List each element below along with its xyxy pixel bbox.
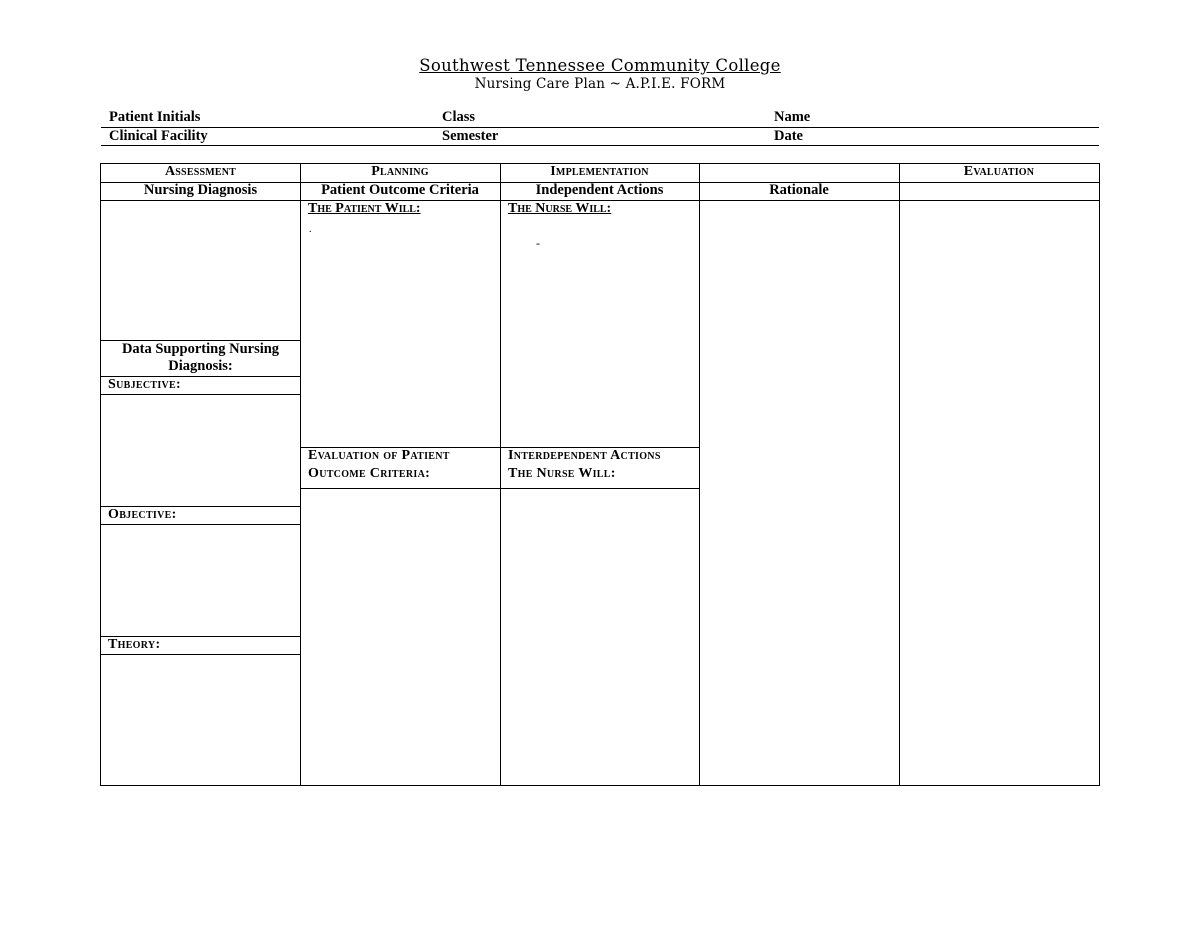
header-assessment: Assessment: [164, 164, 237, 179]
class-label: Class: [442, 109, 476, 125]
theory-label: Theory:: [108, 637, 161, 652]
eval-outcome-line1: Evaluation of Patient: [308, 448, 450, 463]
column-divider: [300, 164, 301, 785]
row-divider: [101, 654, 300, 655]
name-label: Name: [774, 109, 811, 125]
nurse-will-label: The Nurse Will:: [508, 201, 612, 216]
planning-mark: .: [309, 224, 312, 235]
column-divider: [699, 164, 700, 785]
data-supporting-line1: Data Supporting Nursing: [121, 341, 280, 357]
clinical-facility-label: Clinical Facility: [109, 128, 208, 144]
info-divider-1: [101, 127, 1099, 128]
subjective-label: Subjective:: [108, 377, 181, 392]
interdependent-line2: The Nurse Will:: [508, 466, 616, 481]
objective-label: Objective:: [108, 507, 177, 522]
row-divider: [101, 394, 300, 395]
care-plan-table: [100, 163, 1100, 786]
subheader-nursing-diagnosis: Nursing Diagnosis: [143, 182, 258, 198]
patient-will-label: The Patient Will:: [308, 201, 421, 216]
header-planning: Planning: [371, 164, 429, 179]
header-implementation: Implementation: [550, 164, 649, 179]
form-title: Nursing Care Plan ~ A.P.I.E. FORM: [474, 76, 726, 92]
college-title: Southwest Tennessee Community College: [419, 56, 781, 75]
subheader-patient-outcome-criteria: Patient Outcome Criteria: [321, 182, 479, 198]
row-divider: [300, 488, 699, 489]
info-divider-2: [101, 145, 1099, 146]
column-divider: [500, 164, 501, 785]
column-divider: [899, 164, 900, 785]
patient-initials-label: Patient Initials: [109, 109, 201, 125]
subheader-independent-actions: Independent Actions: [535, 182, 664, 198]
data-supporting-line2: Diagnosis:: [168, 358, 233, 374]
implementation-mark: -: [536, 236, 540, 250]
eval-outcome-line2: Outcome Criteria:: [308, 466, 431, 481]
semester-label: Semester: [442, 128, 499, 144]
interdependent-line1: Interdependent Actions: [508, 448, 661, 463]
header-evaluation: Evaluation: [963, 164, 1035, 179]
row-divider: [101, 524, 300, 525]
subheader-rationale: Rationale: [769, 182, 829, 198]
date-label: Date: [774, 128, 803, 144]
